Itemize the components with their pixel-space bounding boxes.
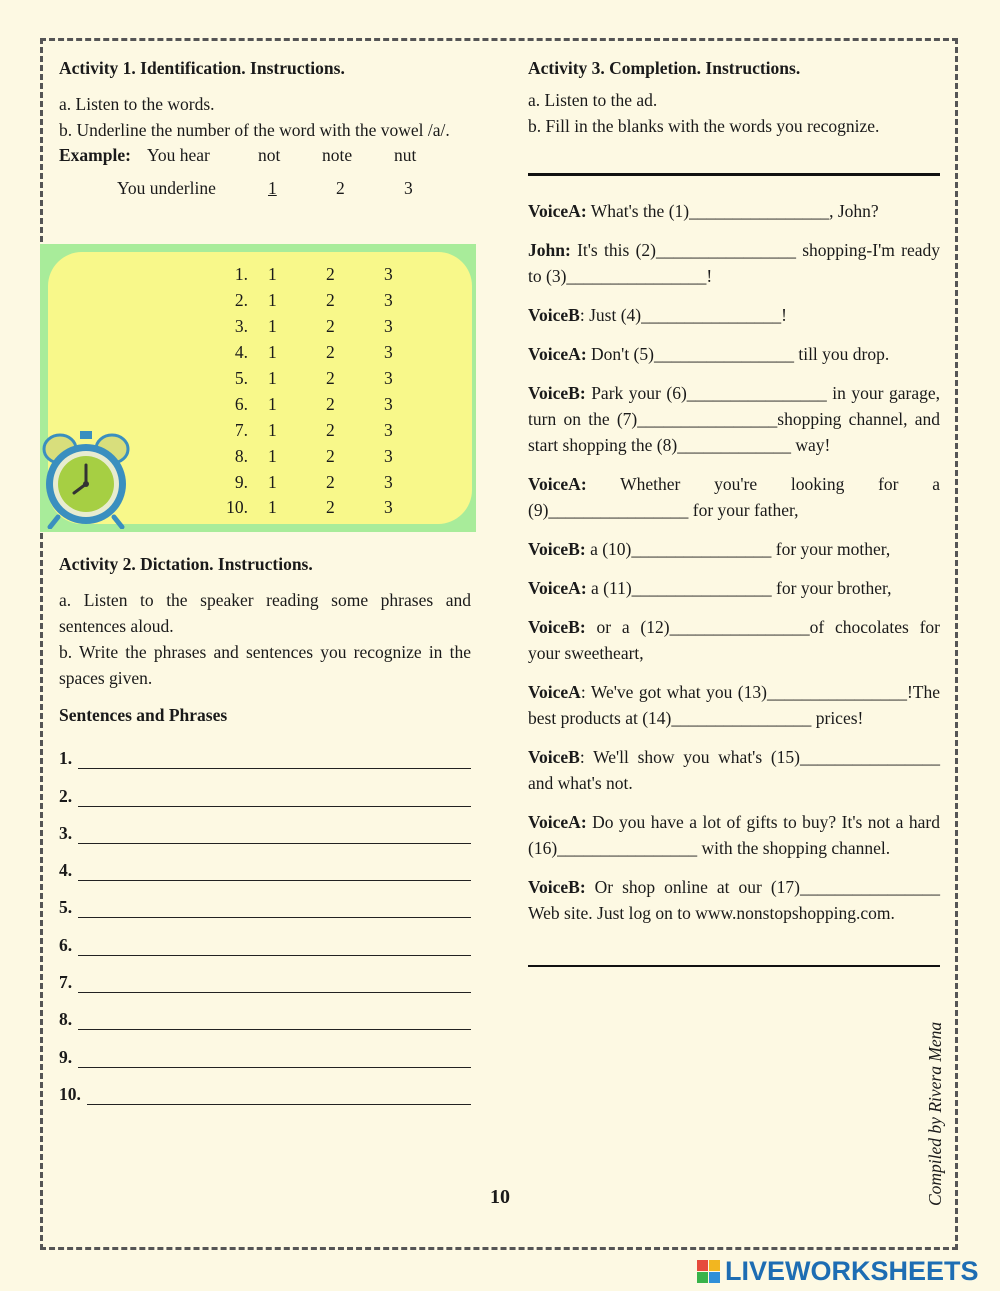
- example-number: 1: [268, 178, 277, 198]
- dictation-line: [59, 732, 471, 769]
- answer-option[interactable]: 3: [384, 368, 393, 388]
- example-hear-row: [59, 145, 471, 166]
- dialog-text: a (10)________________ for your mother,: [585, 538, 891, 559]
- activity1-answer-box: [40, 244, 476, 532]
- answer-blank[interactable]: [78, 901, 471, 918]
- dialog-text: Don't (5)________________ till you drop.: [586, 343, 890, 364]
- answer-option[interactable]: 3: [384, 316, 393, 337]
- answer-option[interactable]: 3: [384, 393, 393, 414]
- dialog-text: : We've got what you (13)________________!The best products at (14)________________ prices!: [528, 681, 940, 728]
- line-number: 7.: [59, 972, 73, 993]
- answer-row: [210, 262, 442, 288]
- answer-blank[interactable]: [78, 1051, 471, 1068]
- activity3-instruction-b: b. Fill in the blanks with the words you recognize.: [528, 116, 880, 136]
- answer-option[interactable]: 2: [326, 445, 335, 466]
- left-column: [59, 58, 471, 199]
- dialog-text: Or shop online at our (17)________________ Web site. Just log on to www.nonstopshopping.com.: [528, 876, 940, 923]
- liveworksheets-logo-icon: [697, 1260, 721, 1284]
- alarm-clock-icon: [40, 429, 132, 529]
- example-word: not: [258, 145, 281, 165]
- example-number: 3: [404, 178, 413, 198]
- answer-row: [210, 391, 442, 417]
- row-number: 5.: [234, 368, 248, 388]
- activity3-title: Activity 3. Completion. Instructions.: [528, 58, 801, 78]
- dictation-line: [59, 807, 471, 844]
- activity1-instruction-b: b. Underline the number of the word with the vowel /a/.: [59, 120, 450, 140]
- dictation-line: [59, 844, 471, 881]
- credit-text: Compiled by Rivera Mena: [925, 1021, 945, 1206]
- answer-row: [210, 495, 442, 521]
- activity2-instruction-a: a. Listen to the speaker reading some phrases and sentences aloud.: [59, 590, 471, 636]
- speaker-label: VoiceB:: [528, 538, 586, 559]
- answer-blank[interactable]: [78, 1013, 471, 1030]
- right-column: [528, 58, 940, 967]
- answer-row: [210, 443, 442, 469]
- answer-option[interactable]: 2: [326, 264, 335, 285]
- activity1-title: Activity 1. Identification. Instructions.: [59, 58, 345, 78]
- answer-row: [210, 417, 442, 443]
- dictation-line: [59, 1068, 471, 1105]
- activity2-subtitle: Sentences and Phrases: [59, 705, 228, 725]
- speaker-label: VoiceA:: [528, 577, 587, 598]
- row-number: 9.: [234, 471, 248, 492]
- dictation-lines: [59, 732, 471, 1105]
- answer-row: [210, 366, 442, 392]
- you-underline-label: You underline: [117, 178, 216, 198]
- row-number: 1.: [234, 264, 248, 285]
- dialog-text: Whether you're looking for a (9)________________ for your father,: [528, 473, 940, 520]
- answer-option[interactable]: 1: [268, 445, 277, 466]
- dialog-text: It's this (2)________________ shopping-I'm ready to (3)________________!: [528, 239, 940, 286]
- dialog-text: Park your (6)________________ in your garage, turn on the (7)________________shopping channel, and start shopping the (8)_____________ way!: [528, 382, 940, 455]
- answer-option[interactable]: 3: [384, 290, 393, 311]
- answer-option[interactable]: 1: [268, 264, 277, 285]
- answer-option[interactable]: 1: [268, 471, 277, 492]
- answer-option[interactable]: 2: [326, 368, 335, 388]
- dialog-line: [528, 471, 940, 523]
- dialog-line: [528, 679, 940, 731]
- example-word: note: [322, 145, 353, 165]
- speaker-label: VoiceA:: [528, 200, 587, 221]
- line-number: 2.: [59, 785, 73, 806]
- line-number: 8.: [59, 1009, 73, 1030]
- row-number: 6.: [234, 393, 248, 414]
- dialog-line: [528, 575, 940, 601]
- dialog-line: [528, 536, 940, 562]
- line-number: 4.: [59, 860, 73, 881]
- line-number: 6.: [59, 934, 73, 955]
- dialog-text: What's the (1)________________, John?: [586, 200, 879, 221]
- example-label: Example:: [59, 145, 131, 165]
- dialog-list: [528, 198, 940, 926]
- answer-blank[interactable]: [78, 790, 471, 807]
- activity2-section: [59, 554, 471, 1105]
- answer-option[interactable]: 1: [268, 393, 277, 414]
- activity2-title: Activity 2. Dictation. Instructions.: [59, 554, 313, 574]
- answer-blank[interactable]: [78, 752, 471, 769]
- dialog-line: [528, 237, 940, 289]
- answer-option[interactable]: 2: [326, 342, 335, 363]
- example-underline-row: [59, 178, 471, 199]
- dialog-line: [528, 302, 940, 328]
- line-number: 3.: [59, 822, 73, 843]
- speaker-label: VoiceB:: [528, 616, 586, 637]
- speaker-label: VoiceB:: [528, 382, 586, 403]
- footer-logo[interactable]: [697, 1256, 979, 1287]
- answer-option[interactable]: 3: [384, 445, 393, 466]
- dialog-line: [528, 198, 940, 224]
- speaker-label: John:: [528, 239, 571, 260]
- footer-brand: LIVEWORKSHEETS: [725, 1256, 979, 1286]
- line-number: 5.: [59, 897, 73, 918]
- dialog-text: Do you have a lot of gifts to buy? It's not a hard (16)________________ with the shopping channel.: [528, 811, 940, 858]
- dialog-line: [528, 380, 940, 458]
- speaker-label: VoiceB: [528, 304, 580, 325]
- dictation-line: [59, 918, 471, 955]
- speaker-label: VoiceA: [528, 681, 581, 702]
- answer-option[interactable]: 3: [384, 419, 393, 440]
- line-number: 1.: [59, 748, 73, 769]
- speaker-label: VoiceB:: [528, 876, 586, 897]
- answer-option[interactable]: 2: [326, 393, 335, 414]
- answer-option[interactable]: 1: [268, 497, 277, 518]
- answer-blank[interactable]: [78, 864, 471, 881]
- answer-row: [210, 469, 442, 495]
- answer-row: [210, 340, 442, 366]
- dictation-line: [59, 993, 471, 1030]
- answer-option[interactable]: 3: [384, 342, 393, 363]
- row-number: 4.: [234, 342, 248, 363]
- row-number: 7.: [234, 419, 248, 440]
- activity2-instruction-b: b. Write the phrases and sentences you recognize in the spaces given.: [59, 642, 471, 688]
- speaker-label: VoiceA:: [528, 343, 587, 364]
- bottom-divider: [528, 965, 940, 968]
- answer-blank[interactable]: [87, 1088, 471, 1105]
- dialog-line: [528, 809, 940, 861]
- row-number: 3.: [234, 316, 248, 337]
- dialog-text: a (11)________________ for your brother,: [586, 577, 892, 598]
- speaker-label: VoiceB: [528, 746, 580, 767]
- dialog-line: [528, 744, 940, 796]
- dialog-text: : We'll show you what's (15)________________ and what's not.: [528, 746, 940, 793]
- dialog-text: : Just (4)________________!: [579, 304, 787, 325]
- dictation-line: [59, 956, 471, 993]
- answer-option[interactable]: 2: [326, 316, 335, 337]
- answer-option[interactable]: 1: [268, 342, 277, 363]
- line-number: 10.: [59, 1083, 81, 1104]
- example-word: nut: [394, 145, 417, 165]
- answer-option[interactable]: 1: [268, 316, 277, 337]
- page-number: 10: [490, 1186, 510, 1208]
- answer-row: [210, 314, 442, 340]
- speaker-label: VoiceA:: [528, 811, 587, 832]
- answer-row: [210, 288, 442, 314]
- answer-option[interactable]: 2: [326, 290, 335, 311]
- you-hear-label: You hear: [147, 145, 210, 165]
- answer-option[interactable]: 3: [384, 471, 393, 492]
- dialog-text: or a (12)________________of chocolates for your sweetheart,: [528, 616, 940, 663]
- answer-option[interactable]: 1: [268, 419, 277, 440]
- answer-option[interactable]: 3: [384, 497, 393, 518]
- line-number: 9.: [59, 1046, 73, 1067]
- answer-option[interactable]: 3: [384, 264, 393, 285]
- dictation-line: [59, 769, 471, 806]
- activity1-grid: [210, 262, 442, 521]
- answer-blank[interactable]: [78, 827, 471, 844]
- answer-blank[interactable]: [78, 939, 471, 956]
- row-number: 10.: [226, 497, 248, 518]
- answer-option[interactable]: 2: [326, 497, 335, 518]
- dialog-line: [528, 614, 940, 666]
- answer-blank[interactable]: [78, 976, 471, 993]
- answer-option[interactable]: 2: [326, 419, 335, 440]
- activity1-instruction-a: a. Listen to the words.: [59, 94, 215, 114]
- answer-option[interactable]: 1: [268, 368, 277, 388]
- dictation-line: [59, 881, 471, 918]
- row-number: 8.: [234, 445, 248, 466]
- speaker-label: VoiceA:: [528, 473, 587, 494]
- activity3-instruction-a: a. Listen to the ad.: [528, 90, 658, 110]
- dictation-line: [59, 1030, 471, 1067]
- answer-option[interactable]: 1: [268, 290, 277, 311]
- example-number: 2: [336, 178, 345, 198]
- answer-option[interactable]: 2: [326, 471, 335, 492]
- row-number: 2.: [234, 290, 248, 311]
- dialog-line: [528, 874, 940, 926]
- dialog-line: [528, 341, 940, 367]
